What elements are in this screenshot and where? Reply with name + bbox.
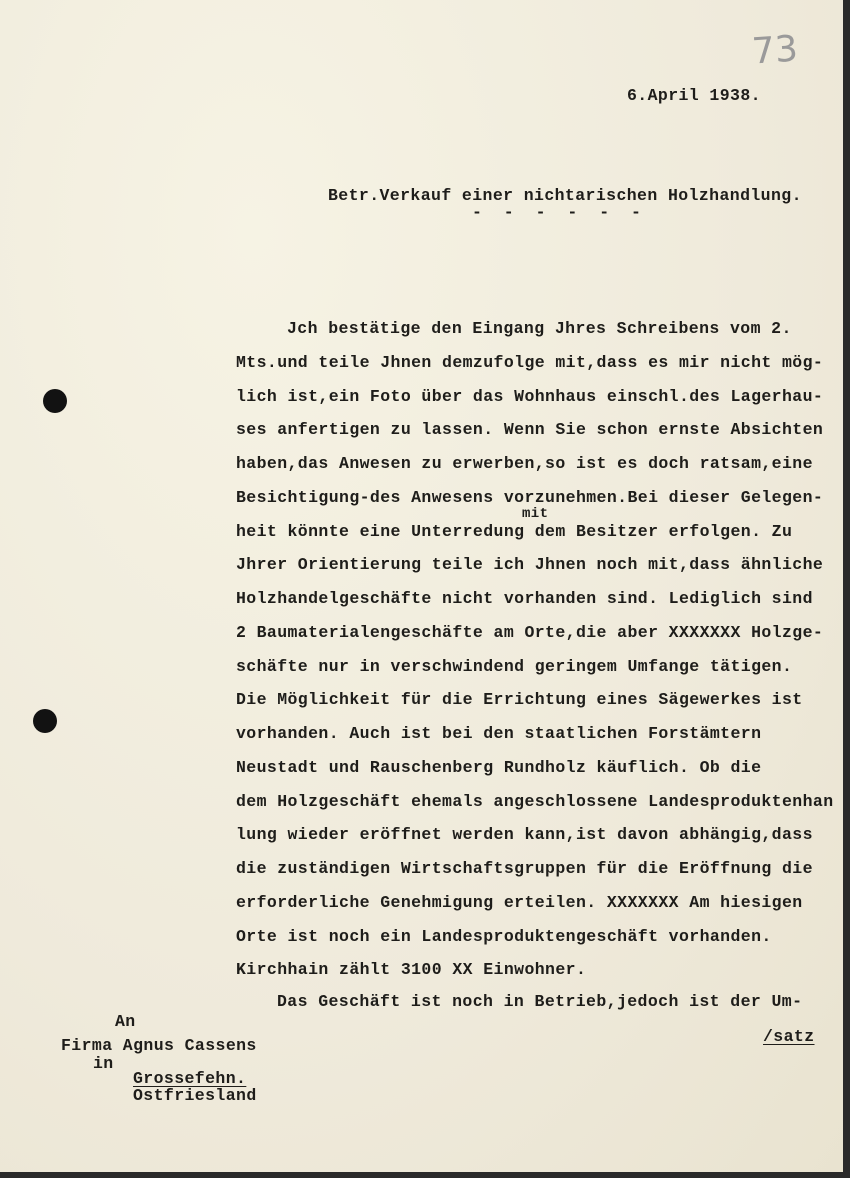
body-line: Die Möglichkeit für die Errichtung eines Sägewerkes ist <box>236 690 803 709</box>
body-line: die zuständigen Wirtschaftsgruppen für die Eröffnung die <box>236 859 813 878</box>
punch-hole-bottom <box>33 709 57 733</box>
body-line: Mts.und teile Jhnen demzufolge mit,dass es mir nicht mög- <box>236 353 824 372</box>
subject-dashes: - - - - - - <box>472 203 647 222</box>
interlinear-insert: mit <box>522 506 549 522</box>
letter-date: 6.April 1938. <box>627 86 761 105</box>
punch-hole-top <box>43 389 67 413</box>
body-line: lich ist,ein Foto über das Wohnhaus einschl.des Lagerhau- <box>236 387 824 406</box>
recipient-town: Grossefehn. <box>133 1069 247 1088</box>
recipient-in: in <box>93 1054 114 1073</box>
body-line: lung wieder eröffnet werden kann,ist davon abhängig,dass <box>236 825 813 844</box>
body-line: Besichtigung-des Anwesens vorzunehmen.Bei dieser Gelegen- <box>236 488 824 507</box>
body-line: erforderliche Genehmigung erteilen. XXXXXXX Am hiesigen <box>236 893 803 912</box>
body-line: Neustadt und Rauschenberg Rundholz käuflich. Ob die <box>236 758 762 777</box>
body-line: heit könnte eine Unterredung dem Besitzer erfolgen. Zu <box>236 522 793 541</box>
body-line: 2 Baumaterialengeschäfte am Orte,die aber XXXXXXX Holzge- <box>236 623 824 642</box>
body-line: schäfte nur in verschwindend geringem Umfange tätigen. <box>236 657 793 676</box>
recipient-an: An <box>115 1012 136 1031</box>
continuation-line: Das Geschäft ist noch in Betrieb,jedoch ist der Um- <box>277 992 803 1011</box>
body-line: dem Holzgeschäft ehemals angeschlossene Landesproduktenhan <box>236 792 834 811</box>
body-line: vorhanden. Auch ist bei den staatlichen Forstämtern <box>236 724 762 743</box>
archive-number: 73 <box>750 28 800 73</box>
recipient-firm: Firma Agnus Cassens <box>61 1036 257 1055</box>
body-line: ses anfertigen zu lassen. Wenn Sie schon ernste Absichten <box>236 420 824 439</box>
subject-line: Betr.Verkauf einer nichtarischen Holzhandlung. <box>328 186 802 205</box>
body-line: Holzhandelgeschäfte nicht vorhanden sind. Lediglich sind <box>236 589 813 608</box>
body-line: Jhrer Orientierung teile ich Jhnen noch mit,dass ähnliche <box>236 555 824 574</box>
body-line: Orte ist noch ein Landesproduktengeschäft vorhanden. <box>236 927 772 946</box>
body-line: haben,das Anwesen zu erwerben,so ist es doch ratsam,eine <box>236 454 813 473</box>
body-line: Kirchhain zählt 3100 XX Einwohner. <box>236 960 587 979</box>
catchword: /satz <box>763 1027 815 1046</box>
recipient-region: Ostfriesland <box>133 1086 257 1105</box>
body-line: Jch bestätige den Eingang Jhres Schreibens vom 2. <box>287 319 792 338</box>
